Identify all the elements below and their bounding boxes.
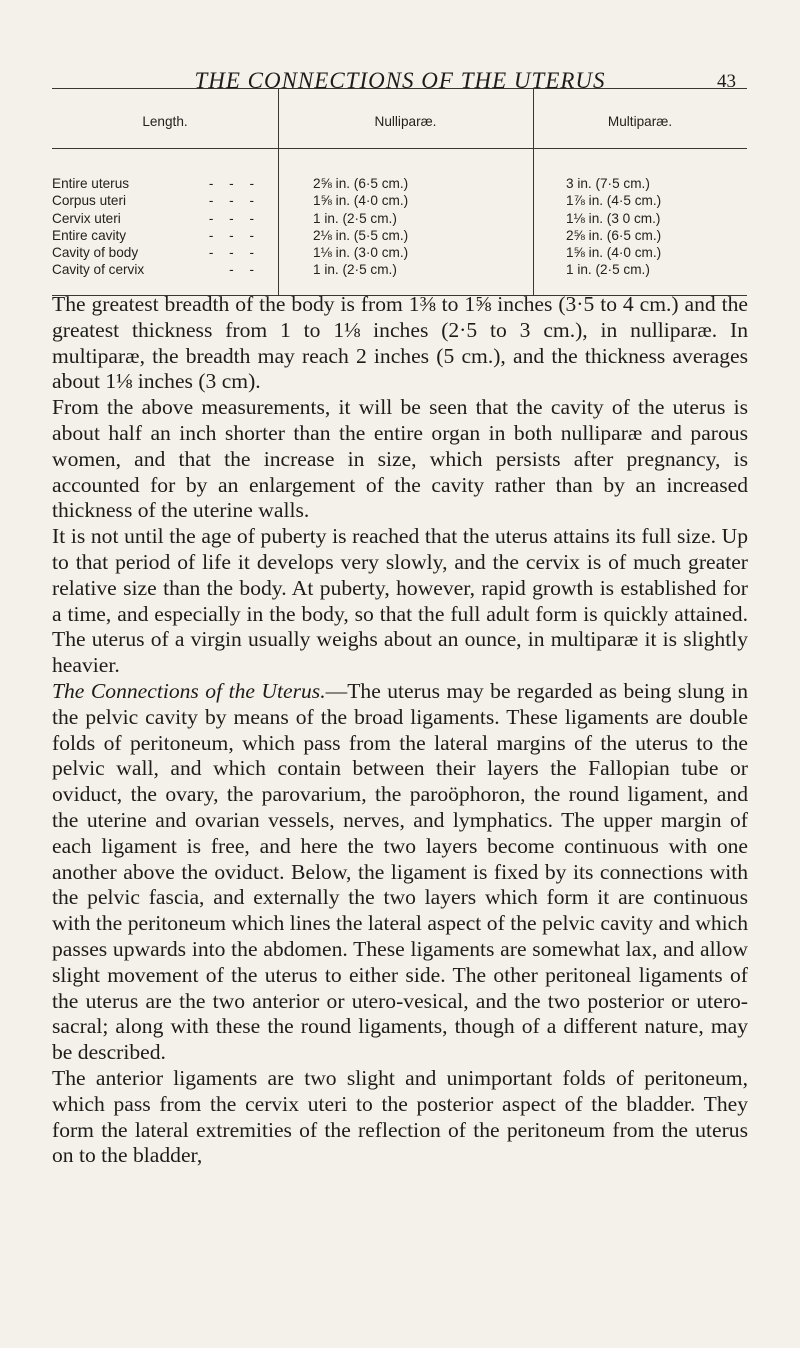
running-title: THE CONNECTIONS OF THE UTERUS [194, 68, 606, 93]
leader-dots: - - - [208, 210, 260, 226]
multiparae-value: 1 in. (2·5 cm.) [534, 261, 748, 295]
table-header-row [52, 89, 747, 149]
column-header-multiparae: Multiparæ. [534, 89, 748, 149]
paragraph-text: The greatest breadth of the body is from 1⅜ to 1⅝ inches (3·5 to 4 cm.) and the greatest thickness from 1 to 1⅛ inches (2·5 to 3 cm.), in nulliparæ. In multiparæ, the breadth may reach 2 inches (5 cm.), and the thickness averages about 1⅛ inches (3 cm). [52, 292, 748, 394]
row-label: Cervix uteri [52, 210, 121, 226]
paragraph-text: From the above measurements, it will be seen that the cavity of the uterus is about half an inch shorter than the entire organ in both nulliparæ and parous women, and that the increase in size, which persists after pregnancy, is accounted for by an enlargement of the cavity rather than by an increased thickness of the uterine walls. [52, 395, 748, 523]
nulliparae-value: 1 in. (2·5 cm.) [279, 261, 534, 295]
row-label: Cavity of body [52, 245, 139, 261]
row-label: Cavity of cervix [52, 262, 145, 278]
nulliparae-value: 2⅛ in. (5·5 cm.) [279, 227, 534, 244]
row-label: Corpus uteri [52, 193, 127, 209]
paragraph-text: The anterior ligaments are two slight and unimportant folds of peritoneum, which pass from the cervix uteri to the posterior aspect of the bladder. They form the lateral extremities of the reflection of the peritoneum from the uterus on to the bladder, [52, 1065, 748, 1168]
nulliparae-value: 1⅝ in. (4·0 cm.) [279, 192, 534, 209]
nulliparae-value: 1⅛ in. (3·0 cm.) [279, 244, 534, 261]
table-row [52, 192, 747, 209]
paragraph [52, 679, 748, 1066]
measurements-table [52, 88, 747, 296]
multiparae-value: 1⅛ in. (3 0 cm.) [534, 210, 748, 227]
column-header-nulliparae: Nulliparæ. [279, 89, 534, 149]
row-label: Entire uterus [52, 176, 130, 191]
nulliparae-value: 2⅝ in. (6·5 cm.) [279, 149, 534, 193]
table-row [52, 261, 747, 295]
leader-dots: - - - [208, 245, 260, 261]
table-row [52, 244, 747, 261]
table-row [52, 210, 747, 227]
paragraph [52, 292, 748, 395]
multiparae-value: 3 in. (7·5 cm.) [534, 149, 748, 193]
table-row [52, 149, 747, 193]
multiparae-value: 1⅝ in. (4·0 cm.) [534, 244, 748, 261]
paragraph [52, 1066, 748, 1169]
nulliparae-value: 1 in. (2·5 cm.) [279, 210, 534, 227]
multiparae-value: 1⅞ in. (4·5 cm.) [534, 192, 748, 209]
paragraph-text: It is not until the age of puberty is reached that the uterus attains its full size. Up to that period of life it develops very slowly, and the cervix is of much greater relative size than the body. At puberty, however, rapid growth is established for a time, and especially in the body, so that the full adult form is quickly attained. The uterus of a virgin usually weighs about an ounce, in multiparæ it is slightly heavier. [52, 524, 748, 678]
row-label: Entire cavity [52, 227, 127, 243]
body-text [52, 292, 748, 1169]
paragraph-text: —The uterus may be regarded as being slung in the pelvic cavity by means of the broad ligaments. These ligaments are double folds of peritoneum, which pass from the lateral margins of the uterus to the pelvic wall, and which contain between their layers the Fallopian tube or oviduct, the ovary, the parovarium, the paroöphoron, the round ligament, and the uterine and ovarian vessels, nerves, and lymphatics. The upper margin of each ligament is free, and here the two layers become continuous with one another above the oviduct. Below, the ligament is fixed by its connections with the pelvic fascia, and externally the two layers which form it are continuous with the peritoneum which lines the lateral aspect of the pelvic cavity and which passes upwards into the abdomen. These ligaments are somewhat lax, and allow slight movement of the uterus to either side. The other peritoneal ligaments of the uterus are the two anterior or utero-vesical, and the two posterior or utero-sacral; along with these the round ligaments, though of a different nature, may be described. [52, 678, 748, 1065]
leader-dots: - - - [208, 176, 260, 191]
leader-dots: - - [229, 262, 260, 278]
leader-dots: - - - [208, 193, 260, 209]
page-number: 43 [717, 71, 736, 92]
section-heading: The Connections of the Uterus. [52, 678, 326, 703]
paragraph [52, 524, 748, 679]
column-header-length: Length. [52, 89, 279, 149]
paragraph [52, 395, 748, 524]
multiparae-value: 2⅝ in. (6·5 cm.) [534, 227, 748, 244]
leader-dots: - - - [208, 227, 260, 243]
table-row [52, 227, 747, 244]
